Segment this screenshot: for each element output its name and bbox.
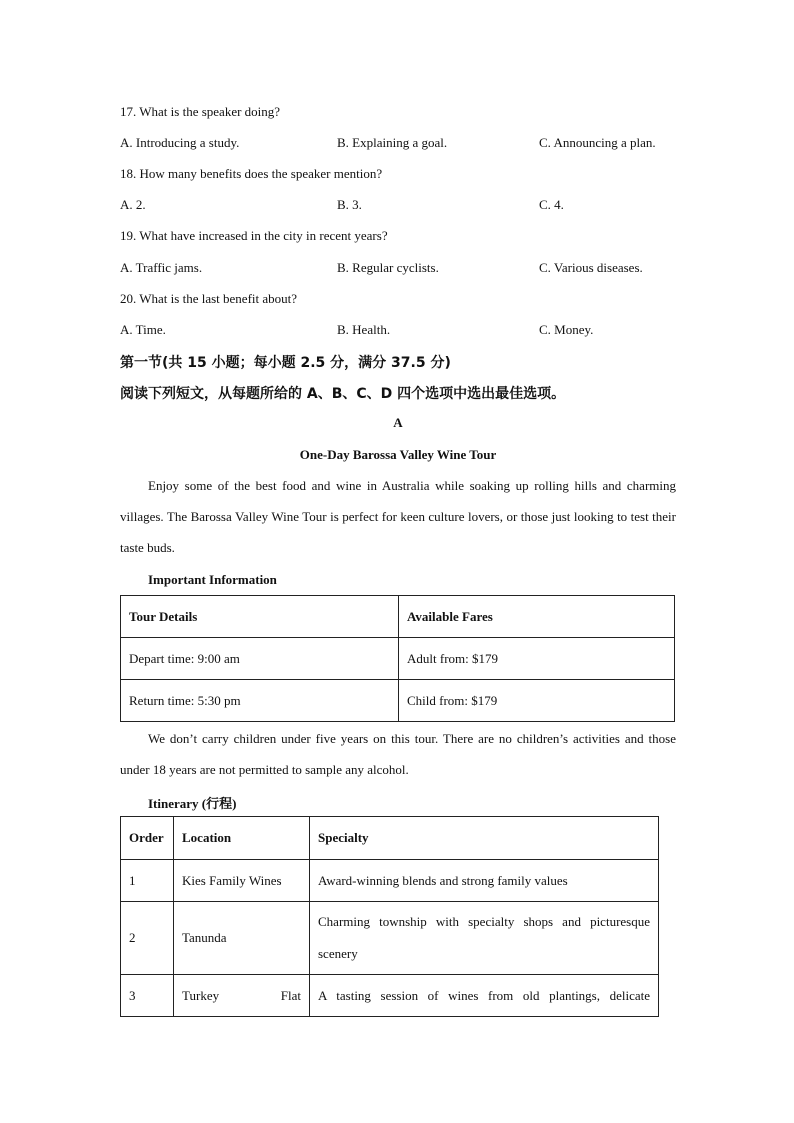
itinerary-table	[120, 816, 659, 1017]
instruction: 阅读下列短文，从每题所给的 A、B、C、D 四个选项中选出最佳选项。	[120, 386, 566, 402]
passage-letter: A	[393, 415, 403, 430]
table-row	[121, 975, 659, 1017]
table-row	[121, 902, 659, 975]
q18-option-b: B. 3.	[337, 197, 362, 212]
table-cell: 1	[121, 860, 174, 902]
table-row	[121, 680, 675, 722]
itinerary-header-location: Location	[174, 817, 310, 860]
question-18: 18. How many benefits does the speaker mention?	[120, 166, 383, 181]
table-cell: 2	[121, 902, 174, 975]
table-cell: Tanunda	[174, 902, 310, 975]
itinerary-header-order: Order	[121, 817, 174, 860]
note-paragraph: We don’t carry children under five years on this tour. There are no children’s activities and those under 18 years are not permitted to sample any alcohol.	[120, 731, 676, 777]
q17-option-c: C. Announcing a plan.	[539, 135, 656, 150]
table-cell: 3	[121, 975, 174, 1017]
table-cell: Charming township with specialty shops and picturesque scenery	[310, 902, 659, 975]
important-info-heading: Important Information	[148, 572, 277, 587]
table-cell: Depart time: 9:00 am	[121, 638, 399, 680]
q20-option-a: A. Time.	[120, 322, 166, 337]
passage-title: One-Day Barossa Valley Wine Tour	[299, 447, 497, 462]
q18-option-c: C. 4.	[539, 197, 564, 212]
question-17: 17. What is the speaker doing?	[120, 104, 281, 119]
q19-option-a: A. Traffic jams.	[120, 260, 203, 275]
q18-option-a: A. 2.	[120, 197, 146, 212]
table-cell: Child from: $179	[399, 680, 675, 722]
table-cell: A tasting session of wines from old plantings, delicate	[310, 975, 659, 1017]
section-heading: 第一节(共 15 小题；每小题 2.5 分，满分 37.5 分)	[120, 355, 451, 371]
question-19: 19. What have increased in the city in recent years?	[120, 228, 388, 243]
q20-option-c: C. Money.	[539, 322, 594, 337]
table-cell: Turkey Flat	[174, 975, 310, 1017]
table-cell: Award-winning blends and strong family values	[310, 860, 659, 902]
intro-paragraph: Enjoy some of the best food and wine in Australia while soaking up rolling hills and charming villages. The Barossa Valley Wine Tour is perfect for keen culture lovers, or those just looking to test their taste buds.	[120, 478, 676, 555]
info-header-fares: Available Fares	[399, 596, 675, 638]
table-cell: Adult from: $179	[399, 638, 675, 680]
info-table	[120, 595, 675, 722]
table-row	[121, 860, 659, 902]
itinerary-header-row	[121, 817, 659, 860]
question-20: 20. What is the last benefit about?	[120, 291, 298, 306]
itinerary-heading: Itinerary (行程)	[148, 796, 237, 811]
info-header-tour-details: Tour Details	[121, 596, 399, 638]
table-cell: Return time: 5:30 pm	[121, 680, 399, 722]
table-row	[121, 638, 675, 680]
itinerary-header-specialty: Specialty	[310, 817, 659, 860]
table-cell: Kies Family Wines	[174, 860, 310, 902]
q17-option-b: B. Explaining a goal.	[337, 135, 448, 150]
info-table-header-row	[121, 596, 675, 638]
q19-option-c: C. Various diseases.	[539, 260, 643, 275]
q19-option-b: B. Regular cyclists.	[337, 260, 439, 275]
q20-option-b: B. Health.	[337, 322, 391, 337]
q17-option-a: A. Introducing a study.	[120, 135, 240, 150]
